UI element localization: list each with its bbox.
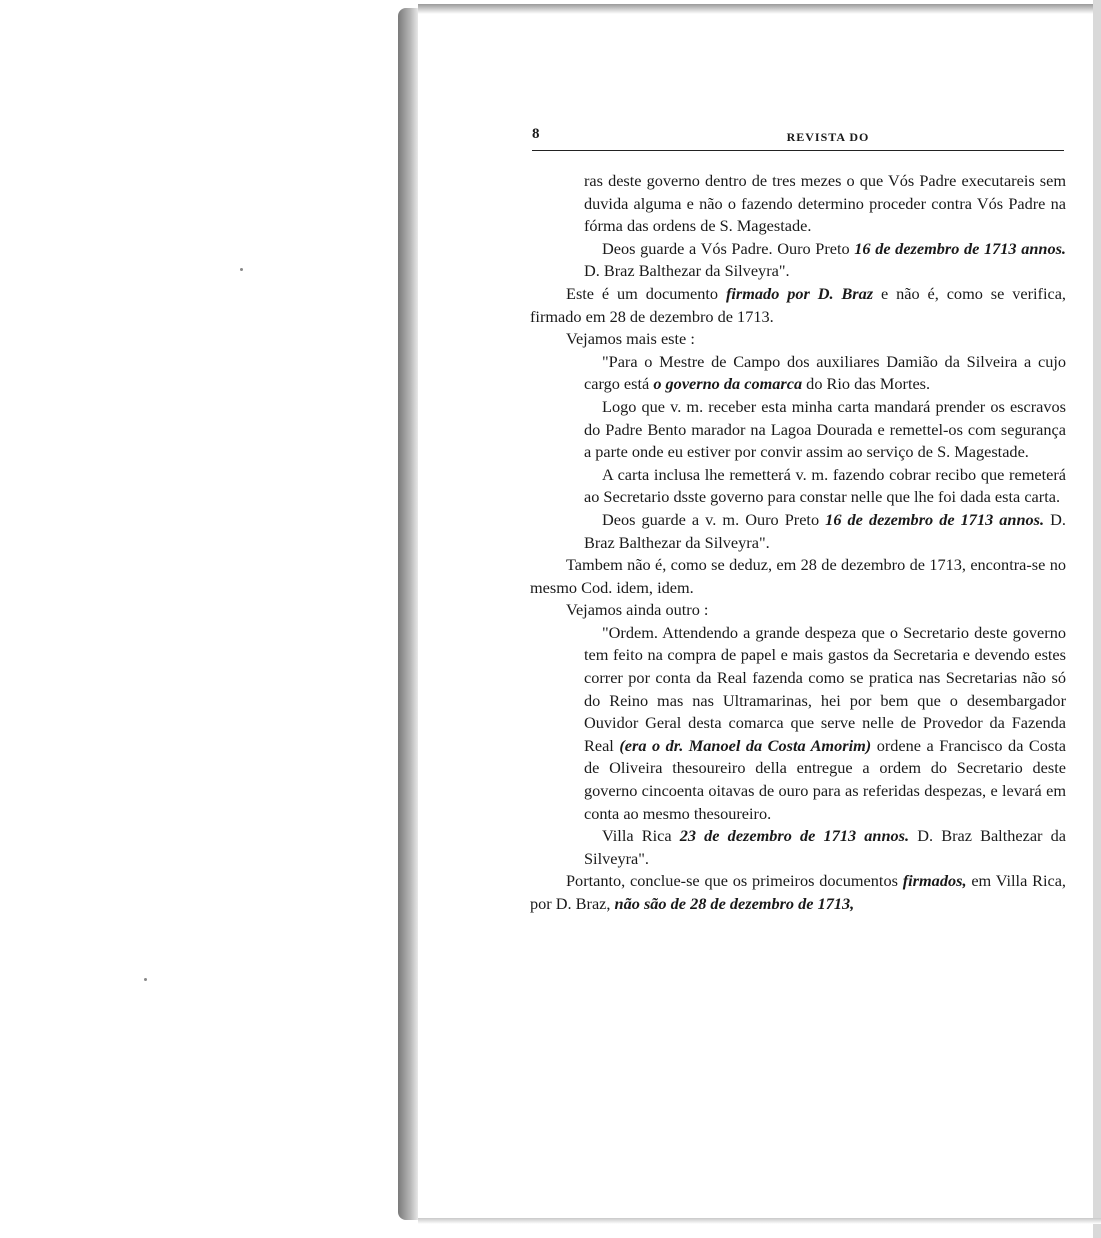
paragraph-text: Vejamos mais este :	[566, 329, 695, 349]
page-bottom-shadow	[418, 1218, 1101, 1224]
book-spine-edge	[398, 8, 418, 1220]
italic-phrase: firmados,	[902, 871, 967, 891]
italic-phrase: o governo da comarca	[653, 374, 803, 394]
paragraph	[530, 870, 1066, 915]
paragraph	[530, 283, 1066, 328]
text-run: ordene a Francisco da Costa de Oliveira thesoureiro della entregue a ordem do Secretario deste governo cincoenta oitavas de ouro para as referidas despezas, e levará em conta ao mesmo thesoureiro.	[584, 735, 1067, 823]
paragraph	[530, 328, 1066, 351]
quote-paragraph	[584, 825, 1066, 870]
text-run: em Villa Rica, por D. Braz,	[530, 871, 1066, 913]
italic-phrase: (era o dr. Manoel da Costa Amorim)	[619, 735, 872, 755]
text-run: Portanto, conclue-se que os primeiros documentos	[566, 871, 903, 891]
quote-paragraph	[584, 351, 1066, 396]
paragraph-text: Logo que v. m. receber esta minha carta mandará prender os escravos do Padre Bento marador na Lagoa Dourada e remettel-os com segurança a parte onde eu estiver por convir assim ao serviço de S. Magestade.	[584, 396, 1066, 462]
italic-phrase: firmado por D. Braz	[725, 283, 874, 303]
page-number: 8	[532, 126, 540, 142]
paragraph	[530, 554, 1066, 599]
text-run: "Para o Mestre de Campo dos auxiliares Damião da Silveira a cujo cargo está	[584, 351, 1066, 394]
text-run: Este é um documento	[566, 283, 726, 303]
italic-date: 23 de dezembro de 1713 annos.	[679, 826, 910, 846]
paragraph	[584, 238, 1066, 283]
quote-paragraph	[584, 464, 1066, 509]
text-run: Deos guarde a v. m. Ouro Preto	[602, 509, 826, 529]
scan-speck	[144, 978, 147, 981]
paragraph	[530, 599, 1066, 622]
body-text	[530, 170, 1066, 916]
text-run: e não é, como se verifica, firmado em 28 de dezembro de 1713.	[530, 283, 1067, 326]
scan-speck	[240, 268, 243, 271]
paragraph	[584, 170, 1066, 238]
paragraph-text: Vejamos ainda outro :	[566, 600, 709, 620]
page-top-shadow	[418, 4, 1101, 14]
quote-paragraph	[584, 396, 1066, 464]
page-header	[532, 126, 1064, 151]
quote-paragraph	[584, 622, 1066, 825]
text-run: "Ordem. Attendendo a grande despeza que o Secretario deste governo tem feito na compra de papel e mais gastos da Secretaria e devendo estes correr por conta da Real fazenda como se pratica nas Secretarias não só do Reino mas nas Ultramarinas, hei por bem que o desembargador Ouvidor Geral desta comarca que serve nelle de Provedor da Fazenda Real	[584, 622, 1066, 755]
quote-paragraph	[584, 509, 1066, 554]
text-run: Villa Rica	[602, 826, 680, 846]
italic-date: 16 de dezembro de 1713 annos.	[854, 238, 1066, 258]
text-run: D. Braz Balthezar da Silveyra".	[584, 509, 1066, 552]
text-run: do Rio das Mortes.	[802, 374, 931, 394]
running-head: REVISTA DO	[786, 130, 870, 144]
paragraph-text: Tambem não é, como se deduz, em 28 de dezembro de 1713, encontra-se no mesmo Cod. idem, idem.	[530, 555, 1066, 597]
paragraph-text: A carta inclusa lhe remetterá v. m. fazendo cobrar recibo que remeterá ao Secretario dsste governo para constar nelle que lhe foi dada esta carta.	[584, 464, 1066, 507]
paragraph-text: ras deste governo dentro de tres mezes o que Vós Padre executareis sem duvida alguma e não o fazendo determino proceder contra Vós Padre na fórma das ordens de S. Magestade.	[584, 171, 1066, 236]
text-run: D. Braz Balthezar da Silveyra".	[584, 261, 790, 281]
italic-phrase: não são de 28 de dezembro de 1713,	[614, 894, 855, 913]
text-run: Deos guarde a Vós Padre. Ouro Preto	[602, 238, 855, 258]
page-right-shadow	[1093, 0, 1101, 1238]
italic-date: 16 de dezembro de 1713 annos.	[825, 509, 1045, 529]
text-run: D. Braz Balthezar da Silveyra".	[584, 826, 1066, 868]
